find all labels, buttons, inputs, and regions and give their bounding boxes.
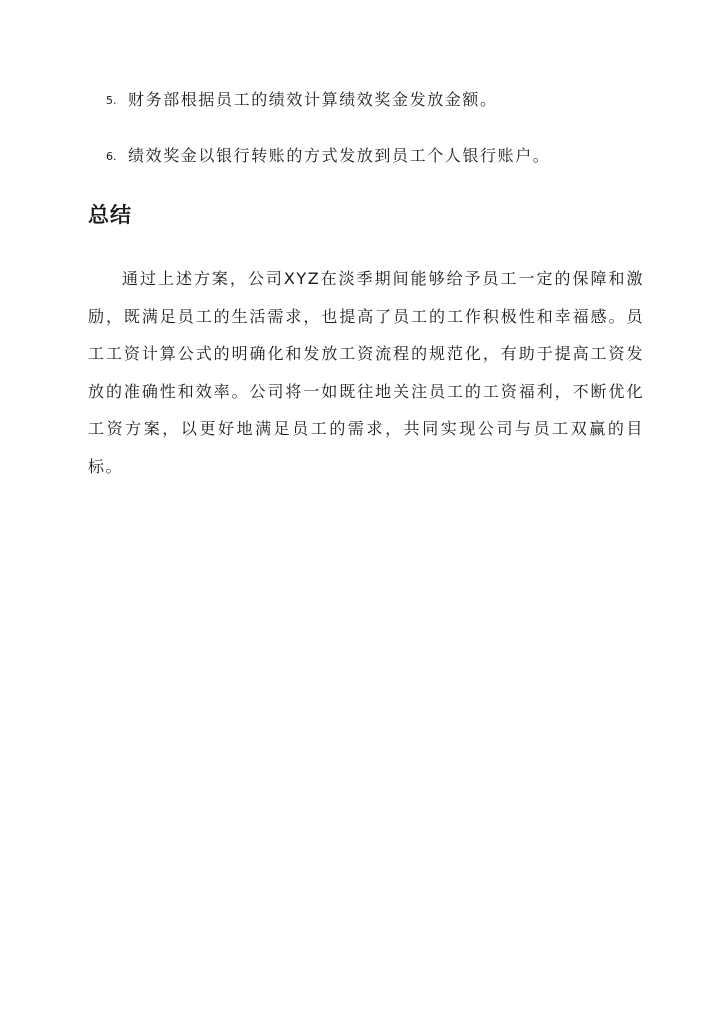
list-item-text: 绩效奖金以银行转账的方式发放到员工个人银行账户。 xyxy=(128,146,551,165)
list-item-text: 财务部根据员工的绩效计算绩效奖金发放金额。 xyxy=(128,90,498,109)
section-heading: 总结 xyxy=(88,203,132,227)
list-item xyxy=(106,90,498,111)
list-item-number: 6. xyxy=(106,150,117,163)
list-item-number: 5. xyxy=(106,94,117,107)
summary-paragraph: 通过上述方案，公司XYZ在淡季期间能够给予员工一定的保障和激励，既满足员工的生活需求，也提高了员工的工作积极性和幸福感。员工工资计算公式的明确化和发放工资流程的规范化，有助于提高工资发放的准确性和效率。公司将一如既往地关注员工的工资福利，不断优化工资方案，以更好地满足员工的需求，共同实现公司与员工双赢的目标。 xyxy=(88,269,644,476)
list-item xyxy=(106,146,550,167)
